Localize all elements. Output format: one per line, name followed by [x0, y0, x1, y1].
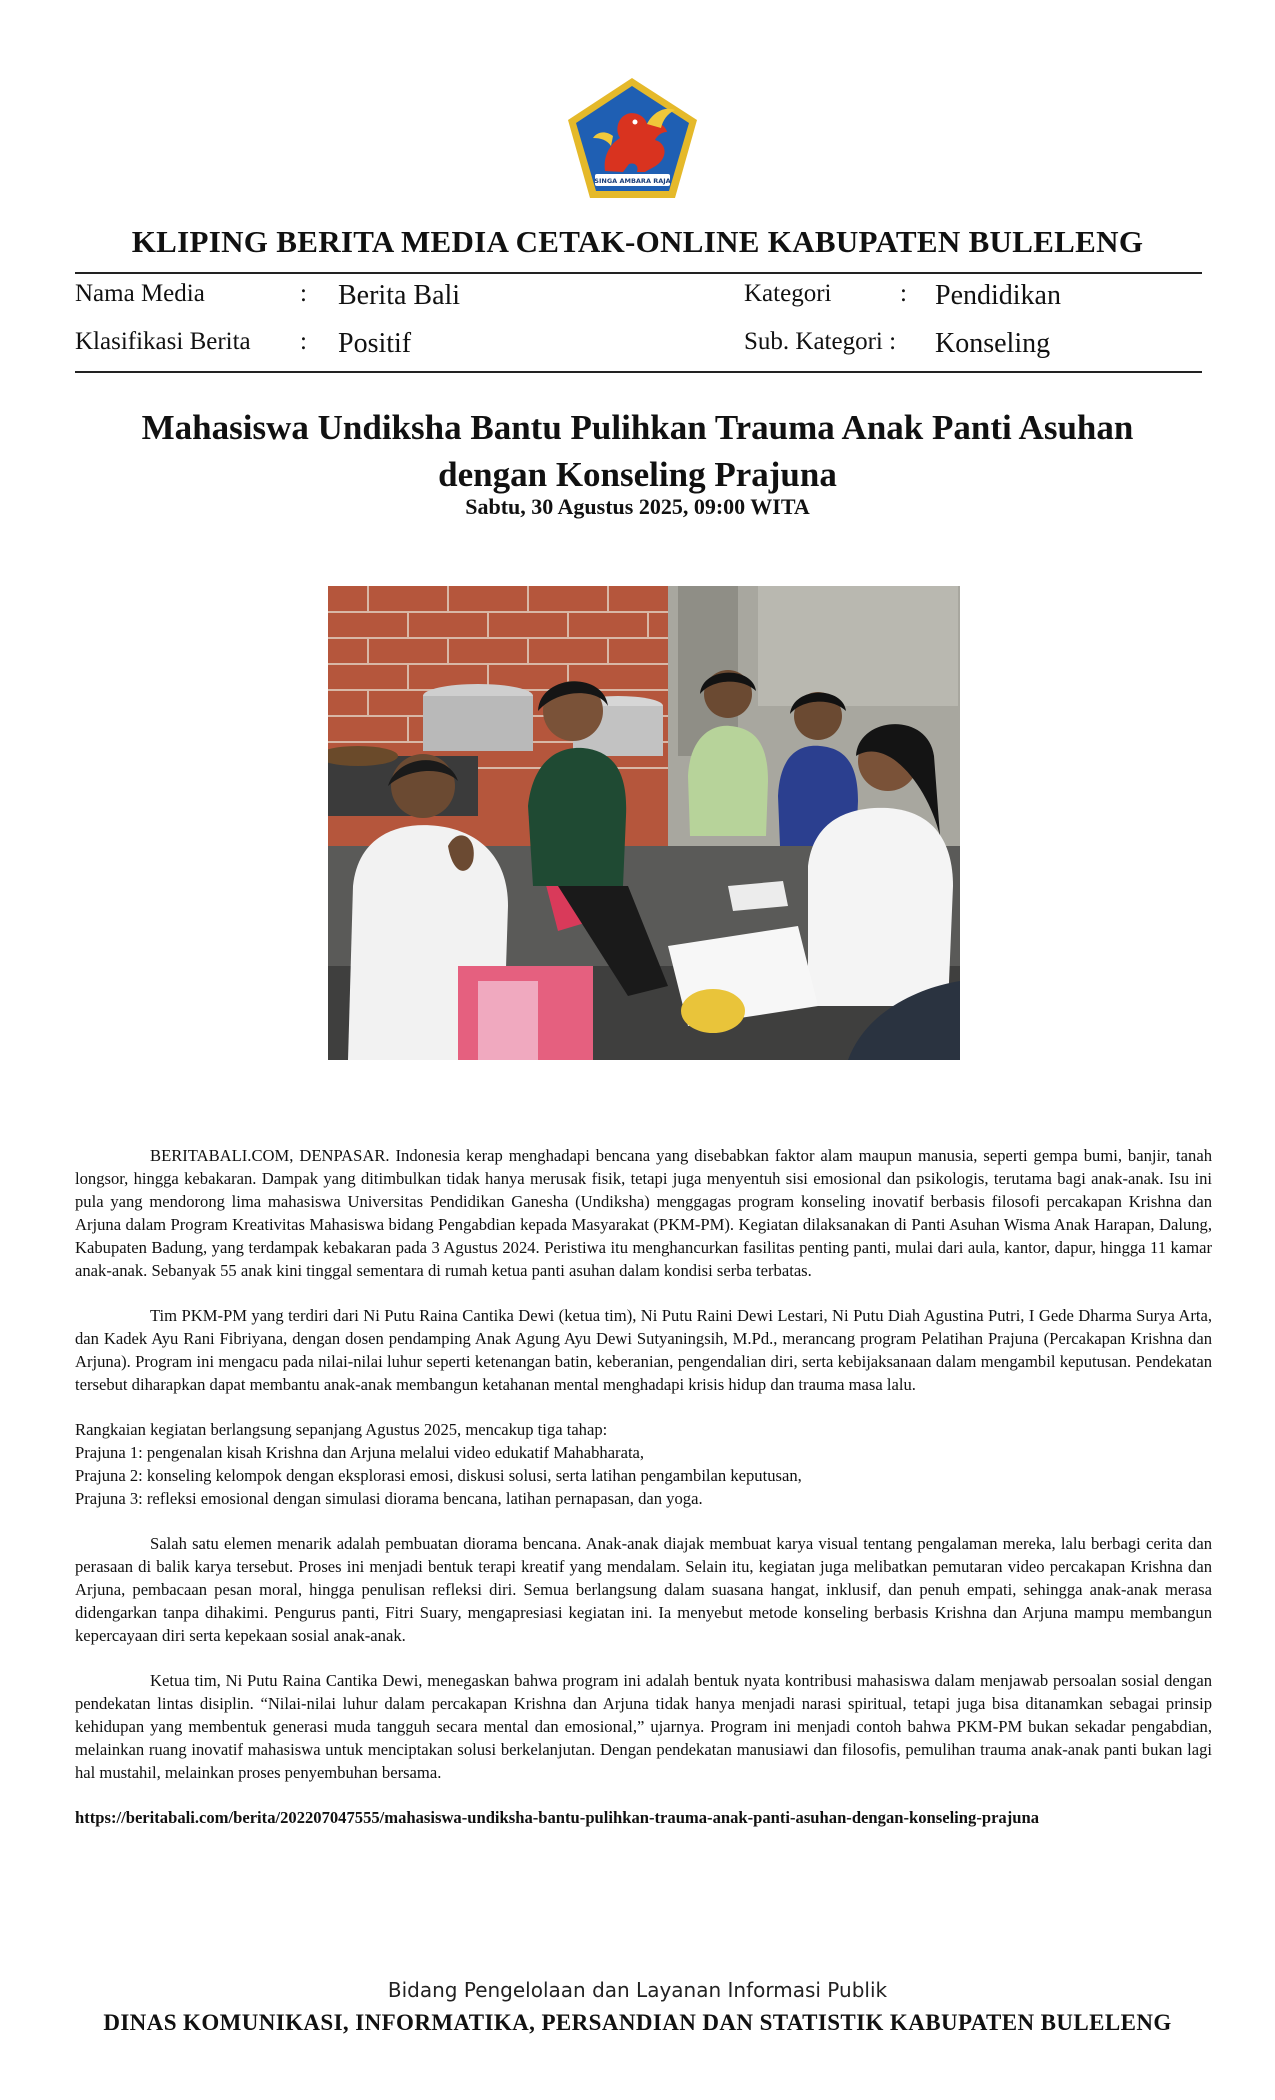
kategori-label: Kategori [744, 280, 832, 307]
article-paragraph-2: Tim PKM-PM yang terdiri dari Ni Putu Raina Cantika Dewi (ketua tim), Ni Putu Raini Dewi Lestari, Ni Putu Diah Agustina Putri, I Gede Dharma Surya Arta, dan Kadek Ayu Rani Fibriyana, dengan dosen pendamping Anak Agung Ayu Dewi Sutyaningsih, M.Pd., merancang program Pelatihan Prajuna (Percakapan Krishna dan Arjuna). Program ini mengacu pada nilai-nilai luhur seperti ketenangan batin, keberanian, pengendalian diri, serta kebijaksanaan dalam mengambil keputusan. Pendekatan tersebut diharapkan dapat membantu anak-anak membangun ketahanan mental menghadapi krisis hidup dan trauma masa lalu. [75, 1306, 1212, 1394]
footer-division: Bidang Pengelolaan dan Layanan Informasi Publik [387, 1978, 888, 2002]
article-photo [328, 586, 960, 1060]
kategori-separator: : [900, 280, 907, 307]
article-paragraph-4: Salah satu elemen menarik adalah pembuatan diorama bencana. Anak-anak diajak membuat karya visual tentang pengalaman mereka, lalu berbagi cerita dan perasaan di balik karya tersebut. Proses ini menjadi bentuk terapi kreatif yang mendalam. Selain itu, kegiatan juga melibatkan pemutaran video percakapan Krishna dan Arjuna, pembacaan pesan moral, hingga penulisan refleksi diri. Semua berlangsung dalam suasana hangat, inklusif, dan penuh empati, sehingga anak-anak merasa didengarkan tanpa dihakimi. Pengurus panti, Fitri Suary, mengapresiasi kegiatan ini. Ia menyebut metode konseling berbasis Krishna dan Arjuna mampu membangun kepercayaan diri serta kepekaan sosial anak-anak. [75, 1534, 1212, 1645]
header-divider-bottom [75, 371, 1202, 373]
regency-logo [565, 76, 700, 201]
source-url-link[interactable]: https://beritabali.com/berita/202207047555/mahasiswa-undiksha-bantu-pulihkan-trauma-anak-panti-asuhan-dengan-konseling-prajuna [75, 1808, 1040, 1827]
klasifikasi-label: Klasifikasi Berita [75, 328, 251, 355]
article-steps [75, 1418, 1212, 1510]
logo-motto: SINGA AMBARA RAJA [594, 177, 671, 185]
nama-media-label: Nama Media [75, 280, 205, 307]
step-item-1: Prajuna 1: pengenalan kisah Krishna dan Arjuna melalui video edukatif Mahabharata, [75, 1443, 645, 1462]
header-divider-top [75, 272, 1202, 274]
klasifikasi-value: Positif [338, 328, 412, 359]
singa-ambara-raja-emblem-icon [565, 76, 700, 201]
step-item-2: Prajuna 2: konseling kelompok dengan eksplorasi emosi, diskusi solusi, serta latihan pengambilan keputusan, [75, 1466, 802, 1485]
footer-agency: DINAS KOMUNIKASI, INFORMATIKA, PERSANDIAN DAN STATISTIK KABUPATEN BULELENG [103, 2010, 1172, 2035]
step-item-3: Prajuna 3: refleksi emosional dengan simulasi diorama bencana, latihan pernapasan, dan yoga. [75, 1489, 703, 1508]
sub-kategori-label: Sub. Kategori : [744, 328, 897, 355]
kategori-value: Pendidikan [935, 280, 1061, 311]
kliping-title: KLIPING BERITA MEDIA CETAK-ONLINE KABUPATEN BULELENG [131, 224, 1144, 259]
nama-media-separator: : [300, 280, 307, 307]
steps-intro: Rangkaian kegiatan berlangsung sepanjang Agustus 2025, mencakup tiga tahap: [75, 1420, 608, 1439]
article-paragraph-1: BERITABALI.COM, DENPASAR. Indonesia kerap menghadapi bencana yang disebabkan faktor alam maupun manusia, seperti gempa bumi, banjir, tanah longsor, hingga kebakaran. Dampak yang ditimbulkan tidak hanya merusak fisik, tetapi juga menyentuh sisi emosional dan psikologis, terutama bagi anak-anak. Isu ini pula yang mendorong lima mahasiswa Universitas Pendidikan Ganesha (Undiksha) menggagas program konseling inovatif berbasis filosofi percakapan Krishna dan Arjuna dalam Program Kreativitas Mahasiswa bidang Pengabdian kepada Masyarakat (PKM-PM). Kegiatan dilaksanakan di Panti Asuhan Wisma Anak Harapan, Dalung, Kabupaten Badung, yang terdampak kebakaran pada 3 Agustus 2024. Peristiwa itu menghancurkan fasilitas penting panti, mulai dari aula, kantor, dapur, hingga 11 kamar anak-anak. Sebanyak 55 anak kini tinggal sementara di rumah ketua panti asuhan dalam kondisi serba terbatas. [75, 1146, 1212, 1280]
article-paragraph-5: Ketua tim, Ni Putu Raina Cantika Dewi, menegaskan bahwa program ini adalah bentuk nyata kontribusi mahasiswa dalam menjawab persoalan sosial dengan pendekatan lintas disiplin. “Nilai-nilai luhur dalam percakapan Krishna dan Arjuna tidak hanya menjadi narasi spiritual, tetapi juga bisa ditanamkan sebagai prinsip kehidupan yang membentuk generasi muda tangguh secara mental dan emosional,” ujarnya. Program ini menjadi contoh bahwa PKM-PM bukan sekadar pengabdian, melainkan ruang inovatif mahasiswa untuk menciptakan solusi berkelanjutan. Dengan pendekatan manusiawi dan filosofis, pemulihan trauma anak-anak panti bukan lagi hal mustahil, melainkan proses penyembuhan bersama. [75, 1671, 1212, 1782]
article-date: Sabtu, 30 Agustus 2025, 09:00 WITA [465, 494, 810, 519]
nama-media-value: Berita Bali [338, 280, 461, 311]
article-headline: Mahasiswa Undiksha Bantu Pulihkan Trauma Anak Panti Asuhan dengan Konseling Prajuna [141, 408, 1134, 494]
klasifikasi-separator: : [300, 328, 307, 355]
article-body [75, 1144, 1212, 1851]
sub-kategori-value: Konseling [935, 328, 1051, 359]
